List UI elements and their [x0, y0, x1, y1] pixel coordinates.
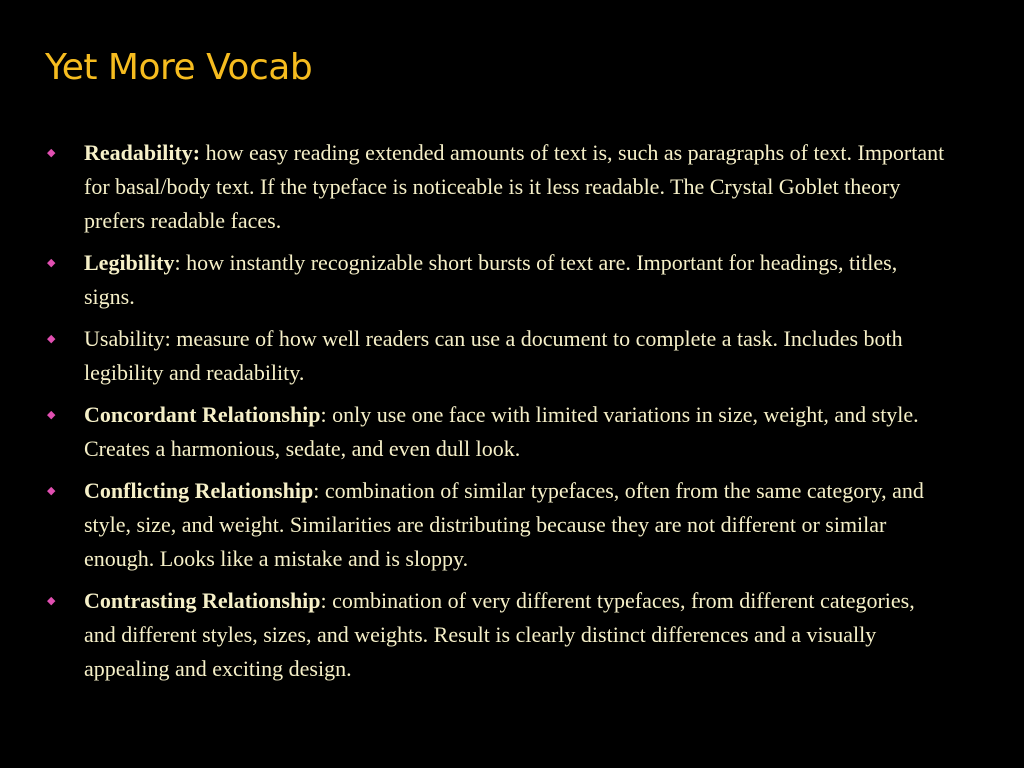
- diamond-bullet-icon: ◆: [47, 146, 56, 159]
- bullet-list: [45, 136, 945, 694]
- diamond-bullet-icon: ◆: [47, 408, 56, 421]
- definition-text: Usability: measure of how well readers can use a document to complete a task. Includes both legibility and readability.: [84, 326, 903, 385]
- bullet-item-readability: [45, 136, 945, 238]
- bullet-item-contrasting-relationship: [45, 584, 945, 686]
- diamond-bullet-icon: ◆: [47, 332, 56, 345]
- definition-text: how easy reading extended amounts of text is, such as paragraphs of text. Important for basal/body text. If the typeface is noticeable is it less readable. The Crystal Goblet theory prefers readable faces.: [84, 140, 945, 233]
- term-label: Contrasting Relationship: [84, 588, 321, 613]
- diamond-bullet-icon: ◆: [47, 256, 56, 269]
- bullet-item-concordant-relationship: [45, 398, 945, 466]
- definition-text: : combination of similar typefaces, often from the same category, and style, size, and weight. Similarities are distributing because they are not different or similar enough. Looks like a mistake and is sloppy.: [84, 478, 924, 571]
- term-label: Concordant Relationship: [84, 402, 321, 427]
- term-label: Conflicting Relationship: [84, 478, 314, 503]
- diamond-bullet-icon: ◆: [47, 594, 56, 607]
- bullet-item-usability: [45, 322, 945, 390]
- term-label: Legibility: [84, 250, 175, 275]
- definition-text: : only use one face with limited variations in size, weight, and style. Creates a harmonious, sedate, and even dull look.: [84, 402, 919, 461]
- definition-text: : combination of very different typefaces, from different categories, and different styles, sizes, and weights. Result is clearly distinct differences and a visually appealing and exciting design.: [84, 588, 915, 681]
- term-label: Readability:: [84, 140, 201, 165]
- diamond-bullet-icon: ◆: [47, 484, 56, 497]
- bullet-item-conflicting-relationship: [45, 474, 945, 576]
- bullet-item-legibility: [45, 246, 945, 314]
- definition-text: : how instantly recognizable short bursts of text are. Important for headings, titles, signs.: [84, 250, 898, 309]
- slide-title: Yet More Vocab: [45, 47, 313, 88]
